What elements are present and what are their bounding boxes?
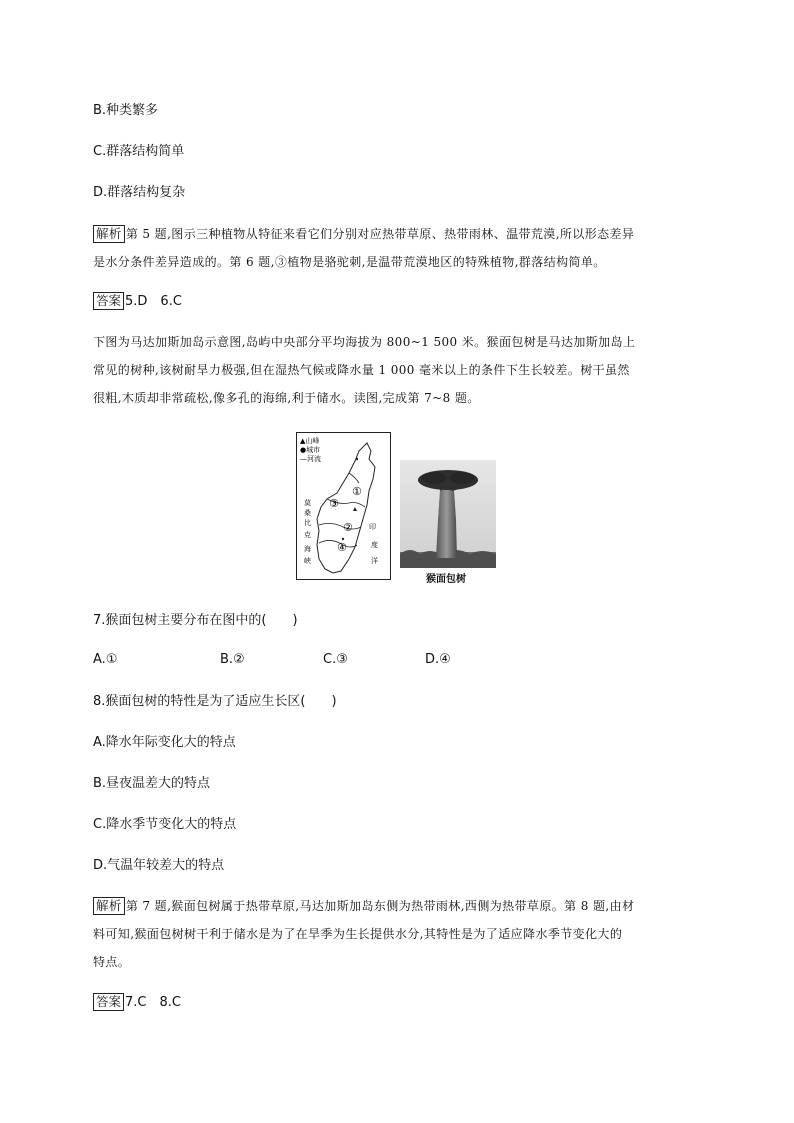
madagascar-map bbox=[296, 432, 391, 580]
analysis-7-8 bbox=[93, 892, 703, 976]
ocean-char: 洋 bbox=[371, 557, 378, 565]
answer-5-6 bbox=[93, 292, 182, 311]
analysis-text-line: 第 7 题,猴面包树属于热带草原,马达加斯加岛东侧为热带雨林,西侧为热带草原。第 8 题,由材 bbox=[125, 899, 635, 913]
answer-text: 5.D 6.C bbox=[125, 294, 182, 309]
city-dot bbox=[356, 458, 358, 460]
legend-city: ●城市 bbox=[300, 446, 321, 454]
q7-stem: 7.猴面包树主要分布在图中的( ) bbox=[93, 613, 298, 628]
q8-option-a: A.降水年际变化大的特点 bbox=[93, 735, 236, 750]
answer-7-8 bbox=[93, 993, 181, 1012]
analysis-text-line: 第 5 题,图示三种植物从特征来看它们分别对应热带草原、热带雨林、温带荒漠,所以形态差异 bbox=[125, 227, 635, 241]
baobab-canopy bbox=[422, 472, 446, 484]
q7-option-a: A.① bbox=[93, 652, 118, 667]
legend-river: —河流 bbox=[300, 455, 321, 463]
channel-char: 比 bbox=[304, 519, 311, 527]
answer-tag: 答案 bbox=[93, 993, 124, 1011]
channel-char: 峡 bbox=[304, 557, 311, 565]
analysis-tag: 解析 bbox=[93, 225, 125, 243]
passage-line: 很粗,木质却非常疏松,像多孔的海绵,利于储水。读图,完成第 7~8 题。 bbox=[93, 391, 480, 405]
peak-mark bbox=[353, 507, 357, 511]
q6-option-b: B.种类繁多 bbox=[93, 103, 159, 118]
river-line bbox=[319, 523, 361, 529]
region-1: ① bbox=[352, 485, 362, 498]
analysis-text-line: 料可知,猴面包树树干利于储水是为了在旱季为生长提供水分,其特性是为了适应降水季节变化大的 bbox=[93, 927, 623, 941]
madagascar-map-drawing bbox=[297, 433, 390, 579]
analysis-tag: 解析 bbox=[93, 897, 125, 915]
channel-char: 海 bbox=[304, 545, 311, 553]
channel-char: 克 bbox=[304, 531, 311, 539]
q6-option-c: C.群落结构简单 bbox=[93, 144, 185, 159]
legend-peak: ▲山峰 bbox=[300, 437, 320, 445]
q8-option-d: D.气温年较差大的特点 bbox=[93, 858, 225, 873]
q6-option-d: D.群落结构复杂 bbox=[93, 185, 186, 200]
q8-option-b: B.昼夜温差大的特点 bbox=[93, 776, 211, 791]
reading-passage bbox=[93, 328, 703, 412]
answer-tag: 答案 bbox=[93, 292, 124, 310]
passage-line: 下图为马达加斯加岛示意图,岛屿中央部分平均海拔为 800~1 500 米。猴面包树是马达加斯加岛上 bbox=[93, 335, 636, 349]
baobab-photo-drawing bbox=[400, 460, 496, 568]
ocean-char: 度 bbox=[371, 541, 378, 549]
region-2: ② bbox=[343, 521, 353, 534]
q7-option-b: B.② bbox=[220, 652, 245, 667]
q8-option-c: C.降水季节变化大的特点 bbox=[93, 817, 237, 832]
channel-char: 桑 bbox=[304, 509, 311, 517]
city-dot bbox=[342, 538, 344, 540]
analysis-text-line: 是水分条件差异造成的。第 6 题,③植物是骆驼刺,是温带荒漠地区的特殊植物,群落结构简单。 bbox=[93, 255, 606, 269]
channel-char: 莫 bbox=[304, 499, 311, 507]
baobab-photo bbox=[400, 460, 496, 568]
passage-line: 常见的树种,该树耐旱力极强,但在湿热气候或降水量 1 000 毫米以上的条件下生长较差。树干虽然 bbox=[93, 363, 630, 377]
photo-caption: 猴面包树 bbox=[426, 574, 466, 585]
q7-option-d: D.④ bbox=[425, 652, 451, 667]
analysis-text-line: 特点。 bbox=[93, 955, 131, 969]
q7-option-c: C.③ bbox=[323, 652, 348, 667]
baobab-canopy bbox=[450, 472, 474, 484]
analysis-5-6 bbox=[93, 220, 703, 276]
region-4: ④ bbox=[337, 541, 347, 554]
river-line bbox=[349, 473, 359, 483]
ocean-char: 印 bbox=[369, 523, 376, 531]
q8-stem: 8.猴面包树的特性是为了适应生长区( ) bbox=[93, 694, 337, 709]
region-3: ③ bbox=[329, 497, 339, 510]
answer-text: 7.C 8.C bbox=[125, 995, 181, 1010]
